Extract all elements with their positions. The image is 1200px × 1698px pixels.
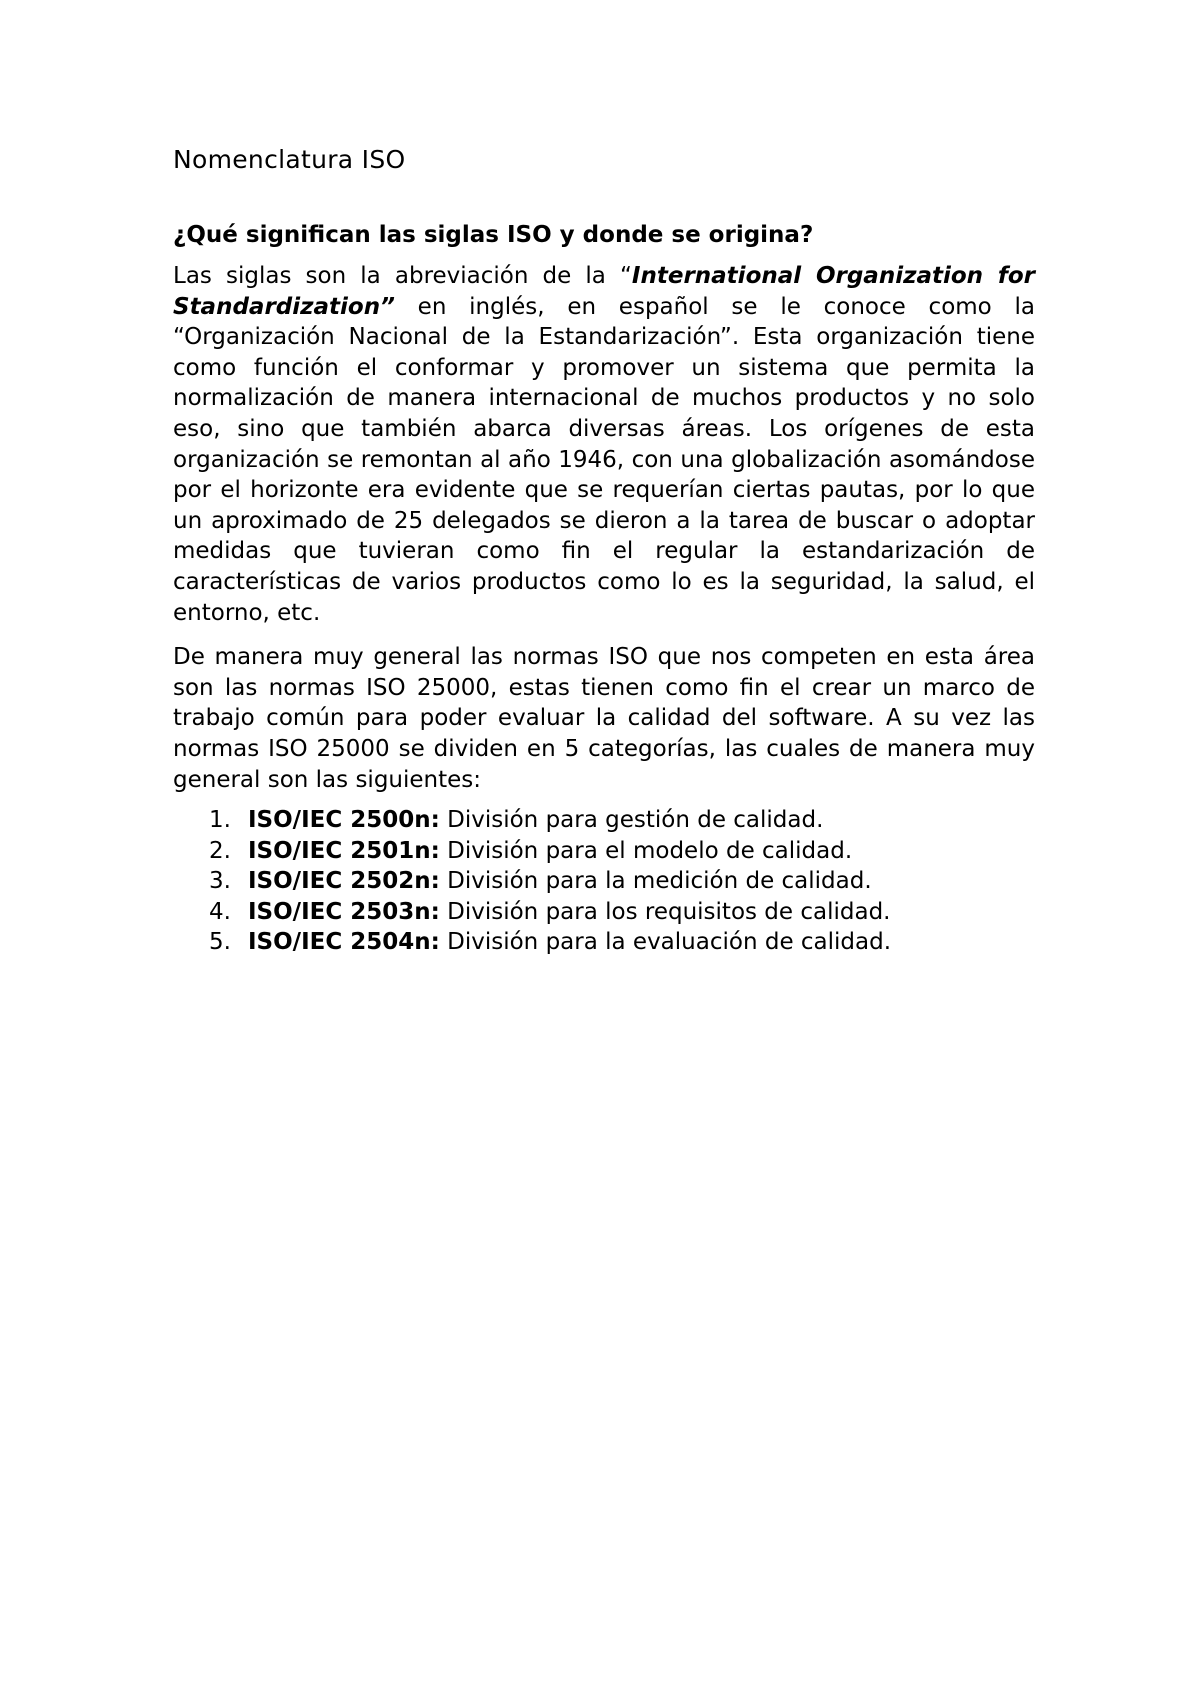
list-item-number: 4.: [209, 898, 231, 925]
paragraph-text-start: Las siglas son la abreviación de la “: [173, 263, 632, 289]
list-item-number: 5.: [209, 929, 231, 956]
list-item: [173, 836, 1035, 867]
list-item-text: División para gestión de calidad.: [439, 807, 824, 834]
list-item-number: 1.: [209, 807, 231, 834]
list-item-code: ISO/IEC 2503n:: [248, 898, 440, 925]
paragraph-iso-25000: De manera muy general las normas ISO que nos competen en esta área son las normas ISO 25000, estas tienen como fin el crear un marco de trabajo común para poder evaluar la calidad del software. A su vez las normas ISO 25000 se dividen en 5 categorías, las cuales de manera muy general son las siguientes:: [173, 644, 1035, 793]
list-item-code: ISO/IEC 2502n:: [248, 868, 440, 895]
iso-categories-list: [173, 805, 1035, 958]
list-item-code: ISO/IEC 2501n:: [248, 837, 440, 864]
list-item-text: División para la medición de calidad.: [439, 868, 872, 895]
list-item: [173, 897, 1035, 928]
paragraph-text-rest: en inglés, en español se le conoce como la “Organización Nacional de la Estandarización”. Esta organización tiene como función el conformar y promover un sistema que permita la normalización de manera internacional de muchos productos y no solo eso, sino que también abarca diversas áreas. Los orígenes de esta organización se remontan al año 1946, con una globalización asomándose por el horizonte era evidente que se requerían ciertas pautas, por lo que un aproximado de 25 delegados se dieron a la tarea de buscar o adoptar medidas que tuvieran como fin el regular la estandarización de características de varios productos como lo es la seguridad, la salud, el entorno, etc.: [173, 293, 1035, 626]
list-item: [173, 805, 1035, 836]
paragraph-iso-definition: [173, 261, 1035, 628]
list-item-number: 3.: [209, 868, 231, 895]
paragraph-emphasis: International Organization for Standardization”: [173, 263, 1035, 320]
list-item-text: División para los requisitos de calidad.: [439, 898, 891, 925]
list-item: [173, 927, 1035, 958]
list-item-text: División para la evaluación de calidad.: [439, 929, 892, 956]
section-question-heading: ¿Qué significan las siglas ISO y donde se origina?: [173, 222, 814, 248]
page-title: Nomenclatura ISO: [173, 145, 406, 174]
list-item-code: ISO/IEC 2504n:: [248, 929, 440, 956]
list-item-text: División para el modelo de calidad.: [439, 837, 853, 864]
list-item: [173, 866, 1035, 897]
list-item-code: ISO/IEC 2500n:: [248, 807, 440, 834]
list-item-number: 2.: [209, 837, 231, 864]
document-body: [173, 140, 1035, 958]
